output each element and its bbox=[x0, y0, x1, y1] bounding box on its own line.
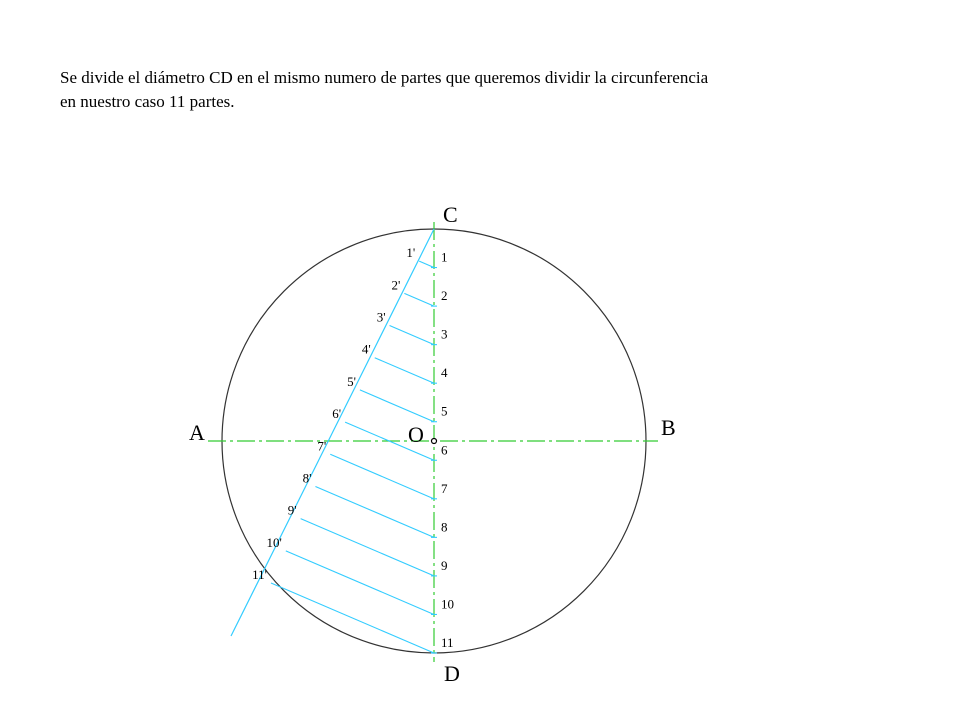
diameter-mark-4: 4 bbox=[441, 365, 448, 381]
caption-line-2: en nuestro caso 11 partes. bbox=[60, 92, 235, 111]
auxiliary-mark-6: 6' bbox=[332, 406, 342, 422]
diameter-mark-2: 2 bbox=[441, 288, 448, 304]
center-point-O bbox=[432, 439, 437, 444]
auxiliary-mark-10: 10' bbox=[266, 534, 282, 550]
auxiliary-mark-9: 9' bbox=[287, 502, 297, 518]
caption-line-1: Se divide el diámetro CD en el mismo numero de partes que queremos dividir la circunferencia bbox=[60, 68, 709, 87]
parallel-line-5 bbox=[360, 390, 434, 422]
label-point-B: B bbox=[661, 415, 676, 440]
auxiliary-mark-11: 11' bbox=[252, 567, 267, 582]
parallel-line-3 bbox=[390, 326, 434, 345]
auxiliary-mark-5: 5' bbox=[347, 373, 356, 389]
auxiliary-mark-7: 7' bbox=[317, 438, 327, 454]
diameter-mark-7: 7 bbox=[441, 480, 448, 496]
auxiliary-mark-8: 8' bbox=[302, 470, 312, 486]
parallel-line-10 bbox=[286, 551, 434, 615]
parallel-line-1 bbox=[419, 261, 434, 267]
parallel-line-8 bbox=[315, 486, 434, 537]
auxiliary-mark-3: 3' bbox=[376, 309, 386, 325]
parallel-line-7 bbox=[330, 454, 434, 499]
diameter-mark-10: 10 bbox=[441, 596, 454, 612]
diameter-mark-labels bbox=[441, 250, 454, 650]
diameter-mark-3: 3 bbox=[441, 326, 448, 342]
parallel-line-11 bbox=[271, 583, 434, 653]
diameter-mark-6: 6 bbox=[441, 442, 448, 458]
diameter-mark-11: 11 bbox=[441, 635, 454, 650]
label-point-C: C bbox=[443, 202, 458, 227]
parallel-line-2 bbox=[404, 293, 434, 306]
parallel-line-9 bbox=[301, 519, 434, 576]
auxiliary-mark-4: 4' bbox=[361, 341, 371, 357]
parallel-lines-group bbox=[271, 261, 434, 653]
auxiliary-mark-1: 1' bbox=[406, 245, 416, 261]
auxiliary-mark-2: 2' bbox=[391, 277, 401, 293]
diameter-mark-5: 5 bbox=[441, 403, 448, 419]
diameter-mark-8: 8 bbox=[441, 519, 448, 535]
label-point-A: A bbox=[189, 420, 205, 445]
label-point-O: O bbox=[408, 422, 424, 447]
diameter-mark-9: 9 bbox=[441, 557, 448, 573]
diameter-mark-1: 1 bbox=[441, 249, 448, 265]
label-point-D: D bbox=[444, 661, 460, 686]
parallel-line-4 bbox=[375, 358, 434, 383]
auxiliary-mark-labels bbox=[252, 245, 415, 582]
